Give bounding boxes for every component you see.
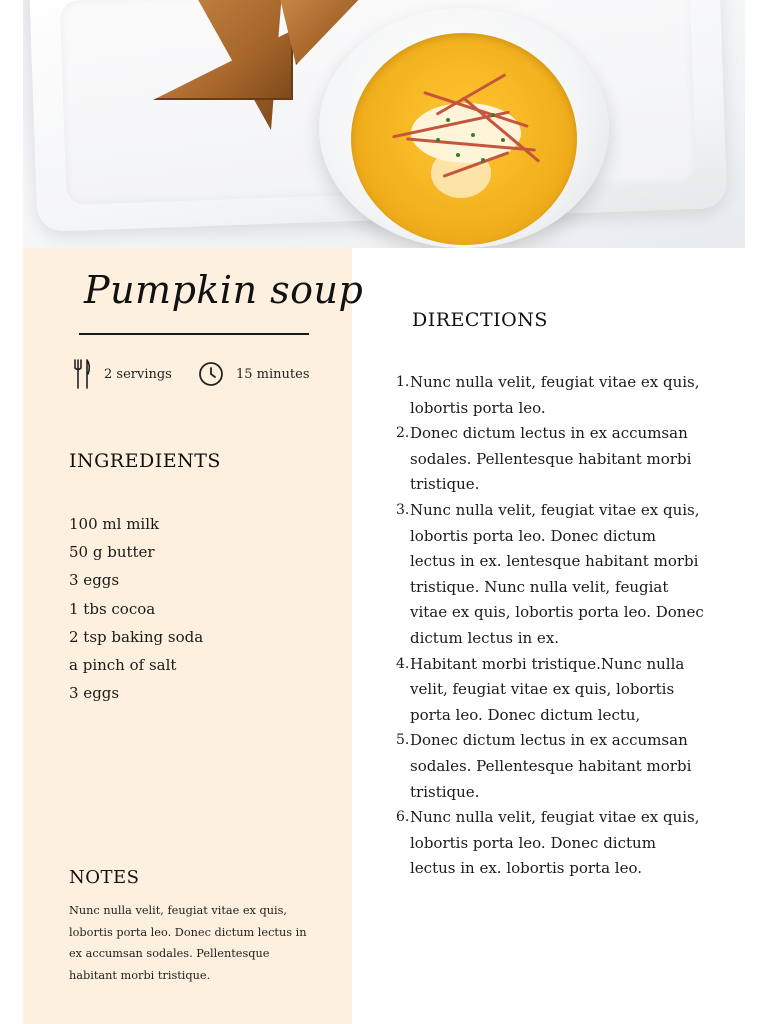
direction-step xyxy=(396,421,706,498)
list-item: a pinch of salt xyxy=(69,656,177,675)
step-number: 4. xyxy=(396,655,410,672)
title-underline xyxy=(79,333,309,335)
list-item: 3 eggs xyxy=(69,571,120,590)
step-number: 2. xyxy=(396,425,410,442)
direction-step xyxy=(396,652,706,729)
servings-text: 2 servings xyxy=(104,366,172,382)
time-text: 15 minutes xyxy=(236,366,310,382)
ingredients-list xyxy=(69,510,203,707)
step-number: 1. xyxy=(396,374,410,390)
list-item: 3 eggs xyxy=(69,684,120,703)
notes-text: Nunc nulla velit, feugiat vitae ex quis, lobortis porta leo. Donec dictum lectus in ex accumsan sodales. Pellentesque habitant morbi tristique. xyxy=(69,904,307,982)
notes-heading: NOTES xyxy=(69,867,140,888)
direction-step xyxy=(396,498,706,652)
direction-step xyxy=(396,805,706,882)
step-number: 3. xyxy=(396,501,410,518)
clock-icon xyxy=(198,361,224,387)
step-text: Nunc nulla velit, feugiat vitae ex quis, lobortis porta leo. Donec dictum lectus in ex. lobortis porta leo. xyxy=(410,808,700,878)
list-item: 100 ml milk xyxy=(69,515,160,533)
directions-heading: DIRECTIONS xyxy=(412,309,548,331)
soup xyxy=(351,33,577,245)
ingredients-heading: INGREDIENTS xyxy=(69,450,221,472)
recipe-title: Pumpkin soup xyxy=(84,268,364,312)
directions-list xyxy=(396,370,706,882)
soup-bowl xyxy=(319,8,609,248)
step-text: Donec dictum lectus in ex accumsan sodales. Pellentesque habitant morbi tristique. xyxy=(410,424,692,494)
list-item: 1 tbs cocoa xyxy=(69,599,156,618)
step-number: 5. xyxy=(396,732,410,749)
step-text: Nunc nulla velit, feugiat vitae ex quis, lobortis porta leo. Donec dictum lectus in ex. lentesque habitant morbi tristique. Nunc nulla velit, feugiat vitae ex quis, lobortis porta leo. Donec dictum lectus in ex. xyxy=(410,500,704,647)
step-number: 6. xyxy=(396,809,410,826)
step-text: Habitant morbi tristique.Nunc nulla velit, feugiat vitae ex quis, lobortis porta leo. Donec dictum lectu, xyxy=(410,654,685,724)
list-item: 2 tsp baking soda xyxy=(69,627,204,646)
direction-step xyxy=(396,728,706,805)
direction-step xyxy=(396,370,706,421)
step-text: Donec dictum lectus in ex accumsan sodales. Pellentesque habitant morbi tristique. xyxy=(410,731,692,801)
step-text: Nunc nulla velit, feugiat vitae ex quis, lobortis porta leo. xyxy=(410,373,700,417)
soup-photo xyxy=(23,0,745,248)
list-item: 50 g butter xyxy=(69,543,155,562)
servings-info xyxy=(72,358,172,390)
fork-knife-icon xyxy=(72,358,92,390)
time-info xyxy=(198,358,310,390)
